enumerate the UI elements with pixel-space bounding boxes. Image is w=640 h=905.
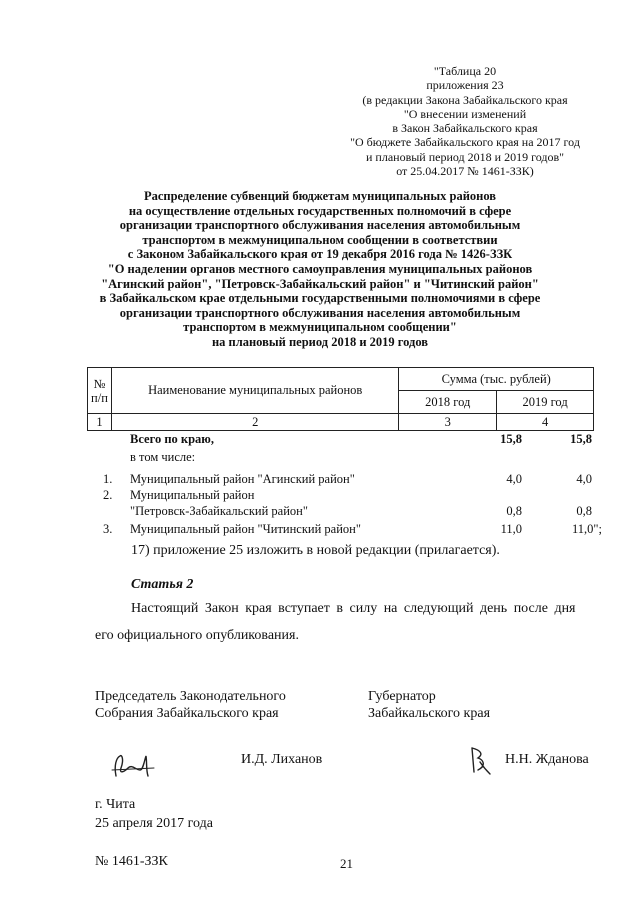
- page-number: 21: [340, 856, 353, 871]
- header-line: в Закон Забайкальского края: [392, 121, 538, 136]
- row-number: 1.: [103, 472, 113, 486]
- index-cell: 3: [399, 414, 497, 431]
- total-2019: 15,8: [570, 432, 592, 446]
- header-line: и плановый период 2018 и 2019 годов": [365, 149, 565, 164]
- header-line: "Таблица 20: [433, 64, 497, 78]
- including-label: в том числе:: [130, 450, 196, 464]
- right-signatory-title-1: Губернатор: [368, 689, 436, 704]
- row-2019: 11,0";: [572, 522, 602, 536]
- article-heading: Статья 2: [131, 577, 194, 592]
- row-2019: 4,0: [576, 472, 592, 486]
- index-cell: 1: [88, 414, 112, 431]
- row-2018: 4,0: [506, 472, 522, 486]
- row-name: Муниципальный район: [130, 488, 255, 502]
- title-line: с Законом Забайкальского края от 19 декабря 2016 года № 1426-ЗЗК: [127, 247, 513, 262]
- title-line: "Агинский район", "Петровск-Забайкальский район" и "Читинский район": [101, 276, 539, 291]
- left-signatory-title-2: Собрания Забайкальского края: [95, 706, 279, 721]
- col-2019-header: 2019 год: [497, 391, 594, 414]
- left-handwritten-signature: [110, 748, 160, 782]
- title-line: на осуществление отдельных государственных полномочий в сфере: [128, 203, 512, 218]
- row-name-continued: "Петровск-Забайкальский район": [130, 504, 308, 518]
- title-line: транспортом в межмуниципальном сообщении в соответствии: [142, 232, 498, 247]
- law-number: № 1461-ЗЗК: [95, 854, 168, 869]
- header-line: (в редакции Закона Забайкальского края: [362, 92, 568, 107]
- title-line: Распределение субвенций бюджетам муниципальных районов: [143, 189, 497, 203]
- title-line: "О наделении органов местного самоуправления муниципальных районов: [107, 261, 533, 276]
- title-line: организации транспортного обслуживания населения автомобильным: [119, 218, 521, 233]
- row-2018: 11,0: [500, 522, 522, 536]
- row-number: 3.: [103, 522, 113, 536]
- title-line: в Забайкальском крае отдельными государственными полномочиями в сфере: [99, 291, 541, 306]
- signing-date: 25 апреля 2017 года: [95, 816, 213, 831]
- document-title: [80, 189, 560, 350]
- total-label: Всего по краю,: [130, 432, 214, 446]
- header-line: от 25.04.2017 № 1461-ЗЗК): [396, 164, 534, 179]
- row-name: Муниципальный район "Агинский район": [130, 472, 355, 486]
- col-number-label: № п/п: [91, 376, 108, 405]
- right-handwritten-signature: [466, 744, 496, 778]
- index-cell: 2: [111, 414, 398, 431]
- signing-city: г. Чита: [95, 797, 136, 812]
- law-text-line-1: Настоящий Закон края вступает в силу на следующий день после дня: [131, 601, 576, 616]
- row-2018: 0,8: [506, 504, 522, 518]
- item-17-text: 17) приложение 25 изложить в новой редакции (прилагается).: [131, 543, 500, 558]
- header-line: "О бюджете Забайкальского края на 2017 год: [350, 135, 580, 150]
- col-name-header: Наименование муниципальных районов: [111, 368, 398, 414]
- total-2018: 15,8: [500, 432, 522, 446]
- right-signatory-name: Н.Н. Жданова: [505, 752, 589, 767]
- right-signatory-title-2: Забайкальского края: [368, 706, 491, 721]
- row-2019: 0,8: [576, 504, 592, 518]
- col-sum-header: Сумма (тыс. рублей): [399, 368, 594, 391]
- index-cell: 4: [497, 414, 594, 431]
- header-line: приложения 23: [426, 78, 504, 93]
- table-header-reference: [330, 64, 600, 178]
- title-line: на плановый период 2018 и 2019 годов: [211, 334, 429, 349]
- col-number-header: [88, 368, 112, 414]
- row-name: Муниципальный район "Читинский район": [130, 522, 361, 536]
- title-line: организации транспортного обслуживания населения автомобильным: [119, 305, 521, 320]
- left-signatory-title-1: Председатель Законодательного: [95, 689, 286, 704]
- row-number: 2.: [103, 488, 113, 502]
- header-line: "О внесении изменений: [403, 106, 527, 121]
- subvention-table: [87, 367, 594, 431]
- law-text-line-2: его официального опубликования.: [95, 628, 299, 643]
- left-signatory-name: И.Д. Лиханов: [241, 752, 323, 767]
- col-2018-header: 2018 год: [399, 391, 497, 414]
- title-line: транспортом в межмуниципальном сообщении": [183, 320, 457, 335]
